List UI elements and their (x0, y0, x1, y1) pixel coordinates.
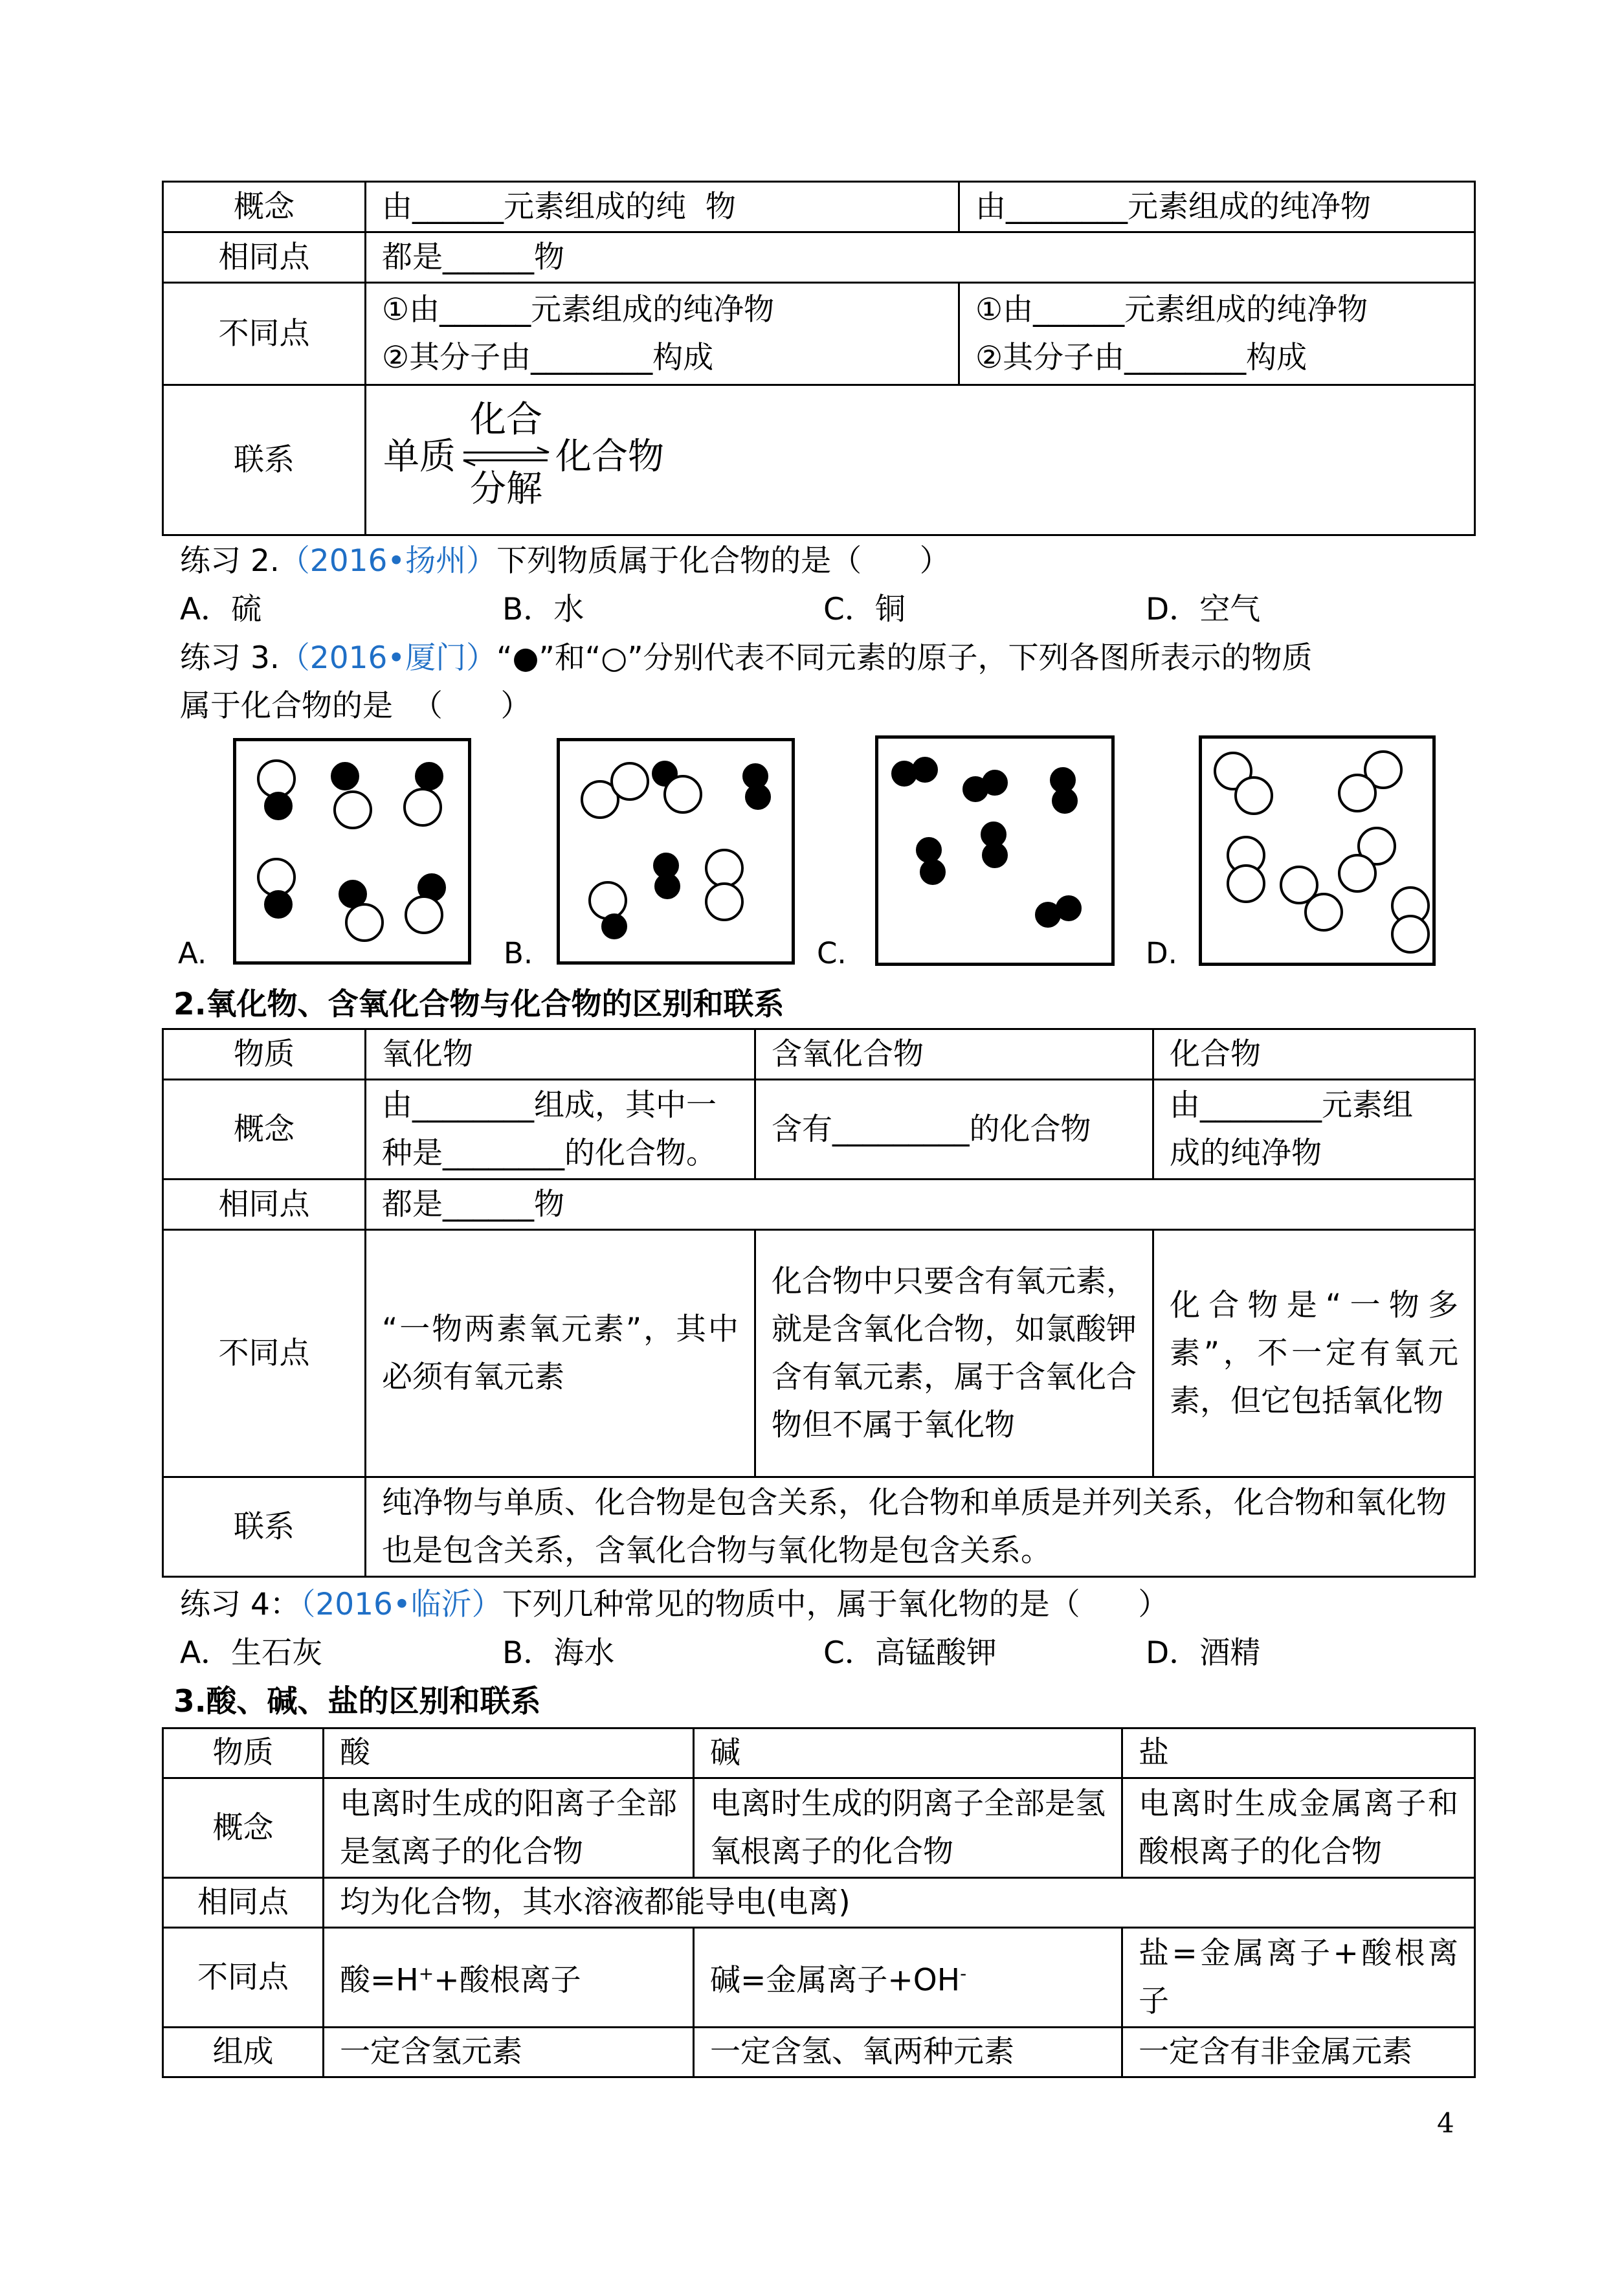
q2-option-a: A．硫 (180, 592, 262, 627)
row-label-concept: 概念 (163, 182, 366, 232)
link-diagram (366, 385, 1475, 535)
concept-compound-2: 由________元素组 成的纯净物 (1153, 1080, 1475, 1180)
q2-option-b: B．水 (502, 592, 584, 627)
table-element-compound (162, 181, 1476, 536)
table-oxide-compound (162, 1028, 1476, 1578)
picture-b-label: B. (504, 936, 533, 970)
row-label-composition: 组成 (163, 2028, 324, 2077)
row-label-link: 联系 (163, 385, 366, 535)
row-label-concept-2: 概念 (163, 1080, 366, 1180)
comp-acid: 一定含氢元素 (324, 2028, 694, 2077)
comp-salt: 一定含有非金属元素 (1122, 2028, 1475, 2077)
diff-element-line1: ①由______元素组成的纯净物 (382, 291, 775, 328)
link-text-2: 纯净物与单质、化合物是包含关系，化合物和单质是并列关系，化合物和氧化物也是包含关系，含氧化合物与氧化物是包含关系。 (366, 1477, 1475, 1577)
diff-compound-line1: ①由______元素组成的纯净物 (975, 291, 1368, 328)
header-oxide: 氧化物 (366, 1029, 755, 1080)
q4-option-b: B．海水 (502, 1635, 615, 1671)
concept-acid: 电离时生成的阳离子全部是氢离子的化合物 (324, 1778, 694, 1878)
section-2-heading: 2.氧化物、含氧化合物与化合物的区别和联系 (173, 987, 784, 1022)
molecule-diagram-b (560, 741, 798, 968)
same-point-2: 都是______物 (366, 1180, 1475, 1230)
picture-d (1199, 735, 1436, 966)
row-label-same-2: 相同点 (163, 1180, 366, 1230)
same-point: 都是______物 (366, 232, 1475, 283)
section-3-heading: 3.酸、碱、盐的区别和联系 (173, 1684, 541, 1719)
question-3-line2: 属于化合物的是 （ ） (180, 688, 531, 724)
molecule-diagram-c (878, 739, 1118, 969)
concept-element: 由______元素组成的纯 物 (366, 182, 959, 232)
header-acid: 酸 (324, 1728, 694, 1778)
link-right: 化合物 (555, 435, 664, 478)
q2-option-d: D．空气 (1146, 592, 1261, 627)
diff-compound-line2: ②其分子由________构成 (975, 339, 1307, 375)
picture-c (875, 735, 1115, 966)
row-label-diff: 不同点 (163, 283, 366, 385)
row-label-diff-2: 不同点 (163, 1230, 366, 1477)
diff-salt: 盐=金属离子+酸根离子 (1122, 1928, 1475, 2028)
picture-c-label: C. (817, 936, 847, 970)
diff-compound (959, 283, 1475, 385)
concept-salt: 电离时生成金属离子和酸根离子的化合物 (1122, 1778, 1475, 1878)
row-label-same-3: 相同点 (163, 1878, 324, 1928)
row-label-link-2: 联系 (163, 1477, 366, 1577)
diff-element-line2: ②其分子由________构成 (382, 339, 714, 375)
row-label-concept-3: 概念 (163, 1778, 324, 1878)
q3-source: （2016•厦门） (279, 640, 497, 676)
diff-oxide: “一物两素氧元素”，其中必须有氧元素 (366, 1230, 755, 1477)
link-left: 单质 (383, 435, 456, 478)
q4-source: （2016•临沂） (300, 1587, 502, 1622)
row-label-diff-3: 不同点 (163, 1928, 324, 2028)
question-2: 练习 2.（2016•扬州）下列物质属于化合物的是（ ） (180, 543, 950, 579)
q4-option-a: A．生石灰 (180, 1635, 323, 1671)
diff-compound-2: 化合物是“一物多素”，不一定有氧元素，但它包括氧化物 (1153, 1230, 1475, 1477)
concept-oxide: 由________组成，其中一 种是________的化合物。 (366, 1080, 755, 1180)
question-4: 练习 4：（2016•临沂）下列几种常见的物质中，属于氧化物的是（ ） (180, 1587, 1169, 1622)
question-3-line1: 练习 3.（2016•厦门）“●”和“○”分别代表不同元素的原子，下列各图所表示的物质 (180, 640, 1313, 676)
picture-a (233, 738, 471, 965)
page-number: 4 (1437, 2107, 1454, 2139)
table-acid-base-salt (162, 1727, 1476, 2078)
concept-compound: 由________元素组成的纯净物 (959, 182, 1475, 232)
header-substance: 物质 (163, 1029, 366, 1080)
header-base: 碱 (694, 1728, 1122, 1778)
header-compound: 化合物 (1153, 1029, 1475, 1080)
q4-option-d: D．酒精 (1146, 1635, 1261, 1671)
header-substance-3: 物质 (163, 1728, 324, 1778)
link-top: 化合 (470, 398, 542, 441)
picture-b (557, 738, 795, 965)
picture-d-label: D. (1146, 936, 1177, 970)
header-oxygen-compound: 含氧化合物 (755, 1029, 1153, 1080)
concept-base: 电离时生成的阴离子全部是氢氧根离子的化合物 (694, 1778, 1122, 1878)
q2-source: （2016•扬州） (279, 543, 497, 579)
diff-base: 碱=金属离子+OH- (694, 1928, 1122, 2028)
picture-a-label: A. (178, 936, 207, 970)
comp-base: 一定含氢、氧两种元素 (694, 2028, 1122, 2077)
diff-oxygen-compound: 化合物中只要含有氧元素，就是含氧化合物，如氯酸钾含有氧元素，属于含氧化合物但不属于氧化物 (755, 1230, 1153, 1477)
q2-option-c: C．铜 (823, 592, 906, 627)
row-label-same: 相同点 (163, 232, 366, 283)
diff-acid: 酸=H++酸根离子 (324, 1928, 694, 2028)
link-bottom: 分解 (470, 467, 542, 510)
header-salt: 盐 (1122, 1728, 1475, 1778)
diff-element (366, 283, 959, 385)
molecule-diagram-d (1202, 739, 1439, 969)
concept-oxygen-compound: 含有_________的化合物 (755, 1080, 1153, 1180)
molecule-diagram-a (236, 741, 474, 968)
q4-option-c: C．高锰酸钾 (823, 1635, 997, 1671)
same-point-3: 均为化合物，其水溶液都能导电(电离) (324, 1878, 1475, 1928)
